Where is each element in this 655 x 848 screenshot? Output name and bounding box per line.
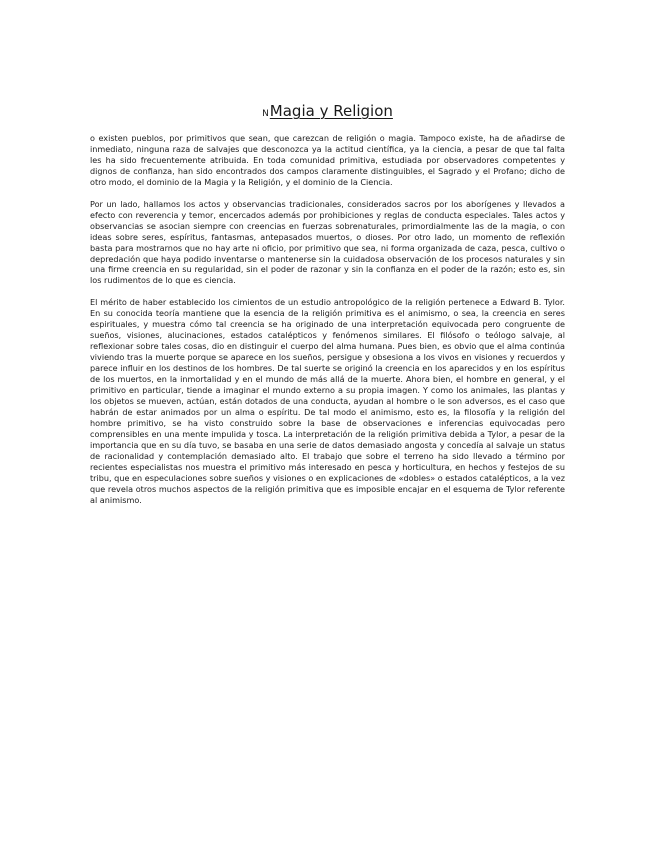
paragraph-3: El mérito de haber establecido los cimientos de un estudio antropológico de la religión pertenece a Edward B. Tylor. En su conocida teoría mantiene que la esencia de la religión primitiva es el animismo, o sea, la creencia en seres espirituales, y muestra cómo tal creencia se ha originado de una interpretación equivocada pero congruente de sueños, visiones, alucinaciones, estados catalépticos y fenómenos similares. El filósofo o teólogo salvaje, al reflexionar sobre tales cosas, dio en distinguir el cuerpo del alma humana. Pues bien, es obvio que el alma continúa viviendo tras la muerte porque se aparece en los sueños, persigue y obsesiona a los vivos en visiones y recuerdos y parece influir en los destinos de los hombres. De tal suerte se originó la creencia en los aparecidos y en los espíritus de los muertos, en la inmortalidad y en el mundo de más allá de la muerte. Ahora bien, el hombre en general, y el primitivo en particular, tiende a imaginar el mundo externo a su propia imagen. Y como los animales, las plantas y los objetos se mueven, actúan, están dotados de una conducta, ayudan al hombre o le son adversos, es el caso que habrán de estar animados por un alma o espíritu. De tal modo el animismo, esto es, la filosofía y la religión del hombre primitivo, se ha visto construido sobre la base de observaciones e inferencias equivocadas pero comprensibles en una mente impulida y tosca. La interpretación de la religión primitiva debida a Tylor, a pesar de la importancia que en su día tuvo, se basaba en una serie de datos demasiado angosta y concedía al salvaje un status de racionalidad y contemplación demasiado alto. El trabajo que sobre el terreno ha sido llevado a término por recientes especialistas nos muestra el primitivo más interesado en pesca y horticultura, en hechos y festejos de su tribu, que en especulaciones sobre sueños y visiones o en explicaciones de «dobles» o estados catalépticos, a la vez que revela otros muchos aspectos de la religión primitiva que es imposible encajar en el esquema de Tylor referente al animismo. — [90, 297, 565, 505]
title-text: Magia y Religion — [269, 102, 393, 120]
document-title — [0, 101, 655, 124]
title-marker: N — [262, 109, 269, 119]
document-body — [90, 133, 565, 517]
paragraph-2: Por un lado, hallamos los actos y observancias tradicionales, considerados sacros por los aborígenes y llevados a efecto con reverencia y temor, encercados además por prohibiciones y reglas de conducta especiales. Tales actos y observancias se asocian siempre con creencias en fuerzas sobrenaturales, primordialmente las de la magia, o con ideas sobre seres, espíritus, fantasmas, antepasados muertos, o dioses. Por otro lado, un momento de reflexión basta para mostrarnos que no hay arte ni oficio, por primitivo que sea, ni forma organizada de caza, pesca, cultivo o depredación que haya podido inventarse o mantenerse sin la cuidadosa observación de los procesos naturales y sin una firme creencia en su regularidad, sin el poder de razonar y sin la confianza en el poder de la razón; esto es, sin los rudimentos de lo que es ciencia. — [90, 198, 565, 286]
paragraph-1: o existen pueblos, por primitivos que sean, que carezcan de religión o magia. Tampoco existe, ha de añadirse de inmediato, ninguna raza de salvajes que desconozca ya la actitud científica, ya la ciencia, a pesar de que tal falta les ha sido frecuentemente atribuida. En toda comunidad primitiva, estudiada por observadores competentes y dignos de confianza, han sido encontrados dos campos claramente distinguibles, el Sagrado y el Profano; dicho de otro modo, el dominio de la Magia y la Religión, y el dominio de la Ciencia. — [90, 133, 565, 187]
